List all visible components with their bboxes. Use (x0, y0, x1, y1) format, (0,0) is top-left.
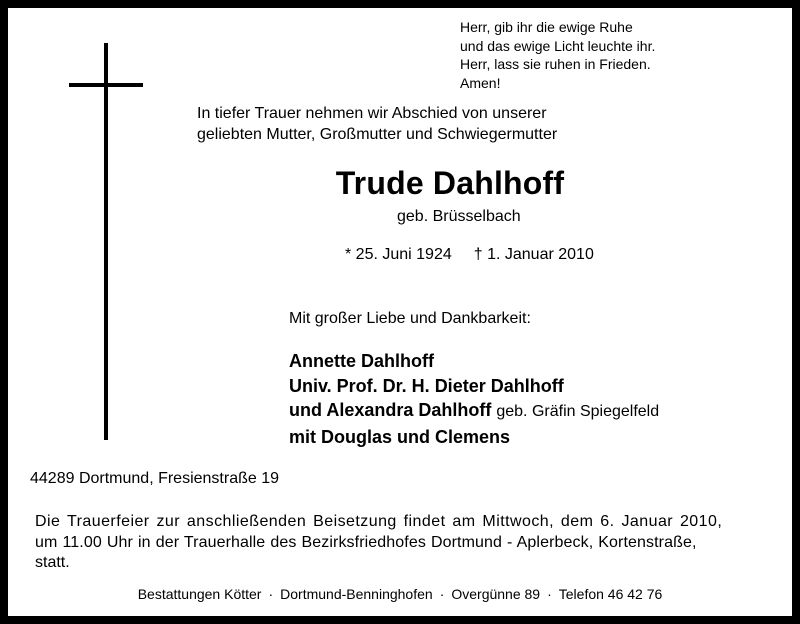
cross-icon-bar (69, 83, 143, 87)
mourner (289, 398, 659, 425)
prayer-verse (460, 18, 655, 92)
mourner-name: und Alexandra Dahlhoff (289, 400, 492, 420)
life-dates (345, 246, 594, 264)
separator: · (268, 586, 274, 602)
death-date: † 1. Januar 2010 (473, 246, 594, 263)
prayer-line: Herr, lass sie ruhen in Frieden. (460, 56, 651, 72)
separator: · (547, 586, 552, 602)
birth-date: * 25. Juni 1924 (345, 246, 452, 263)
mourner: Annette Dahlhoff (289, 351, 434, 371)
funeral-home-name: Bestattungen Kötter (137, 586, 262, 602)
farewell-line: Mit großer Liebe und Dankbarkeit: (289, 310, 531, 327)
funeral-home-location: Dortmund-Benninghofen (280, 586, 433, 602)
deceased-name: Trude Dahlhoff (335, 165, 565, 201)
intro-line: In tiefer Trauer nehmen wir Abschied von unserer (197, 105, 547, 122)
prayer-line: Herr, gib ihr die ewige Ruhe (460, 19, 633, 35)
mourner-maiden-name: geb. Gräfin Spiegelfeld (496, 403, 660, 420)
maiden-name: geb. Brüsselbach (397, 208, 521, 225)
family-address: 44289 Dortmund, Fresienstraße 19 (30, 470, 280, 487)
funeral-home-footer (8, 586, 792, 602)
prayer-line: Amen! (460, 74, 501, 91)
prayer-line: und das ewige Licht leuchte ihr. (460, 37, 656, 54)
funeral-details (35, 512, 775, 574)
cross-icon (104, 43, 108, 440)
obituary-notice (8, 8, 792, 616)
intro-line: geliebten Mutter, Großmutter und Schwiegermutter (197, 126, 558, 143)
separator: · (439, 586, 445, 602)
funeral-home-phone: Telefon 46 42 76 (558, 586, 663, 602)
funeral-line: um 11.00 Uhr in der Trauerhalle des Bezirksfriedhofes Dortmund - Aplerbeck, Kortenstraße, (35, 533, 697, 551)
mourner: mit Douglas und Clemens (289, 426, 511, 447)
funeral-line: Die Trauerfeier zur anschließenden Beisetzung findet am Mittwoch, dem 6. Januar 2010, (35, 513, 723, 530)
funeral-home-street: Overgünne 89 (451, 586, 541, 602)
mourner: Univ. Prof. Dr. H. Dieter Dahlhoff (289, 375, 564, 396)
intro-text (197, 103, 557, 145)
funeral-line: statt. (35, 554, 70, 571)
mourners-list (289, 349, 659, 449)
